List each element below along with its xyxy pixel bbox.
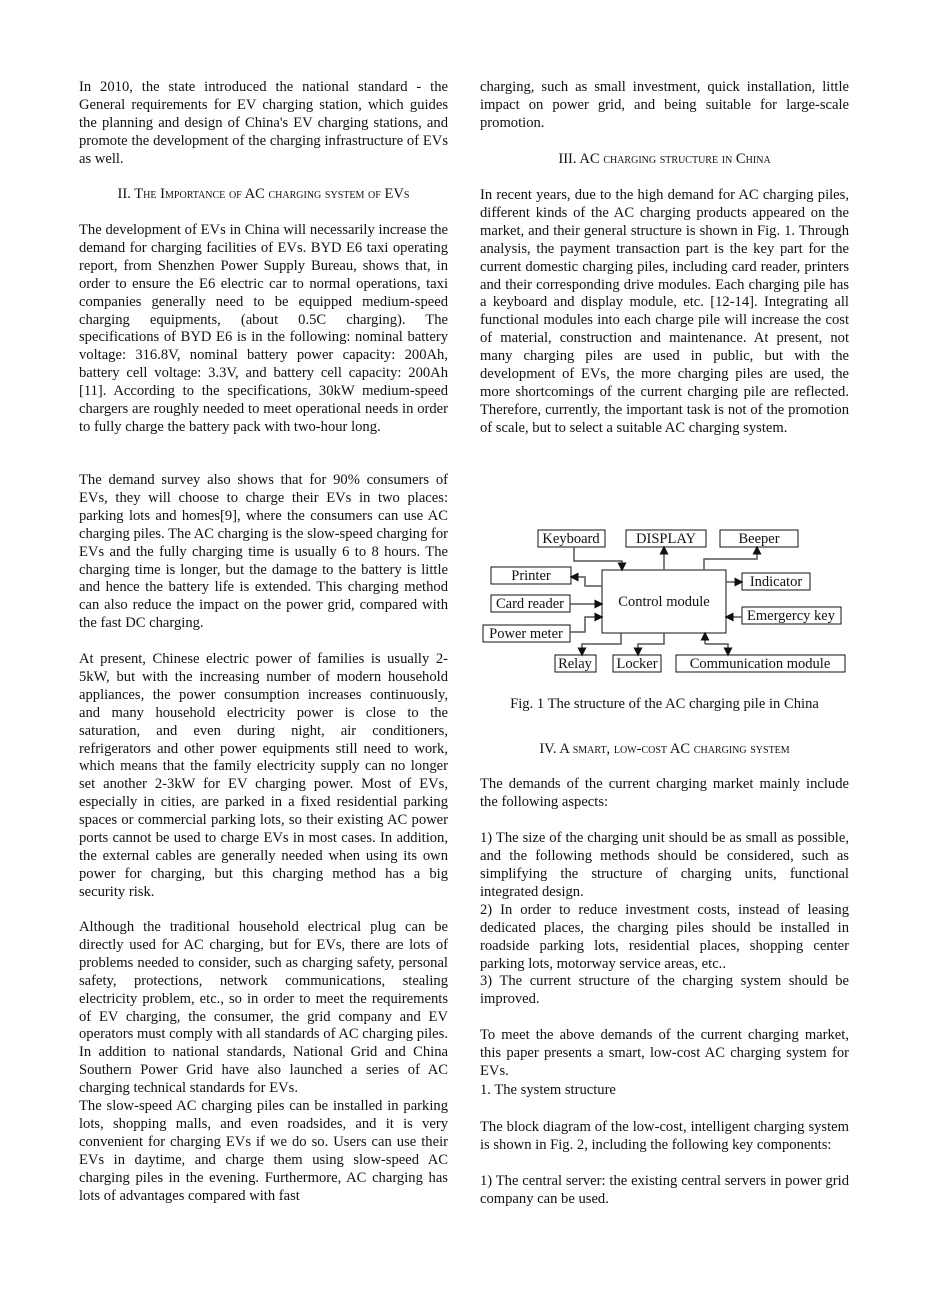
paragraph: charging, such as small investment, quick installation, little impact on power grid, and being suitable for large-scale promotion. [480,79,849,131]
figure-caption: Fig. 1 The structure of the AC charging pile in China [510,696,819,712]
paragraph: The slow-speed AC charging piles can be installed in parking lots, shopping malls, and even roadsides, and it is very convenient for charging EVs if we do so. Users can use their EVs in daytime, and charge them using slow-speed AC charging piles in the evening. Furthermore, AC charging has lots of advantages compared with fast [79,1098,448,1204]
paragraph: The demands of the current charging market mainly include the following aspects: [480,776,849,810]
power-meter-box: Power meter [489,626,563,642]
paragraph: 1) The central server: the existing central servers in power grid company can be used. [480,1173,849,1207]
section-heading: IV. A smart, low-cost AC charging system [539,741,790,757]
paragraph: Although the traditional household electrical plug can be directly used for AC charging, but for EVs, there are lots of problems needed to consider, such as charging safety, personal safety, protections, network communications, stealing electricity problem, etc., so in order to meet the requirements of EV charging, the consumer, the grid company and EV operators must comply with all standards of AC charging piles. In addition to national standards, National Grid and China Southern Power Grid have also launched a series of AC charging technical standards for EVs. [79,919,448,1097]
subsection-heading: 1. The system structure [480,1082,616,1098]
beeper-box: Beeper [738,531,780,547]
list-item: 3) The current structure of the charging system should be improved. [480,973,849,1007]
keyboard-box: Keyboard [542,531,600,547]
list-item: 2) In order to reduce investment costs, instead of leasing dedicated places, the charging piles should be installed in roadside parking lots, residential places, shopping center parking lots, motorway service areas, etc.. [480,902,849,972]
paragraph: The demand survey also shows that for 90% consumers of EVs, they will choose to charge their EVs in two places: parking lots and homes[9], where the consumers can use AC charging piles. The AC charging is the slow-speed charging for EVs and the fully charging time is usually 6 to 8 hours. The charging time is longer, but the damage to the battery is little and hence the battery life is extended. This charging method can also reduce the impact on the power grid, compared with the fast DC charging. [79,472,448,632]
paragraph: The block diagram of the low-cost, intelligent charging system is shown in Fig. 2, including the following key components: [480,1119,849,1153]
paragraph: To meet the above demands of the current charging market, this paper presents a smart, low-cost AC charging system for EVs. [480,1027,849,1079]
control-module-box: Control module [618,594,710,610]
section-heading: III. AC charging structure in China [558,151,771,167]
locker-box: Locker [616,656,658,672]
paragraph: In 2010, the state introduced the national standard - the General requirements for EV charging station, which guides the planning and design of China's EV charging stations, and promote the development of the charging infrastructure of EVs as well. [79,79,448,167]
list-item: 1) The size of the charging unit should be as small as possible, and the following methods should be considered, such as simplifying the structure of charging units, functional integrated design. [480,830,849,900]
relay-box: Relay [558,656,592,672]
communication-module-box: Communication module [689,656,831,672]
section-heading: II. The Importance of AC charging system of EVs [117,186,410,202]
printer-box: Printer [511,568,551,584]
paragraph: The development of EVs in China will necessarily increase the demand for charging facilities of EVs. BYD E6 taxi operating report, from Shenzhen Power Supply Bureau, shows that, in order to ensure the E6 electric car to normal operations, taxi companies generally need to be equipped medium-speed charging equipments, (about 0.5C charging). The specifications of BYD E6 is in the following: nominal battery voltage: 316.8V, nominal battery power capacity: 200Ah, battery cell voltage: 3.3V, and battery cell capacity: 200Ah [11]. According to the specifications, 30kW medium-speed chargers are roughly needed to meet operational needs in order to fully charge the battery pack with two-hour long. [79,222,448,435]
indicator-box: Indicator [749,574,803,590]
figure-1-diagram [478,520,858,680]
emergency-key-box: Emergercy key [747,608,835,624]
paragraph: In recent years, due to the high demand for AC charging piles, different kinds of the AC charging products appeared on the market, and their general structure is shown in Fig. 1. Through analysis, the payment transaction part is the key part for the current domestic charging piles, including card reader, printers and their corresponding drive modules. Each charging pile has a keyboard and display module, etc. [12-14]. Integrating all functional modules into each charge pile will increase the cost of material, construction and maintenance. At present, not many charging piles are used in public, but with the development of EVs, the more charging piles are used, the more shortcomings of the current charging pile are reflected. Therefore, currently, the important task is not of the promotion of scale, but to select a suitable AC charging system. [480,187,849,436]
paragraph: At present, Chinese electric power of families is usually 2-5kW, but with the increasing number of modern household appliances, the power consumption increases continuously, and many household electricity power is close to the saturation, and even during night, air conditioners, refrigerators and other power equipments still need to work, which means that the family electricity supply can no longer set another 2-3kW for EV charging power. Most of EVs, especially in cities, are parked in a fixed residential parking spaces or commercial parking lots, so their existing AC power ports cannot be used to charge EVs in most cases. In addition, the external cables are generally needed when using its own power for charging, but this charging method has a big security risk. [79,651,448,900]
display-box: DISPLAY [636,531,696,547]
card-reader-box: Card reader [495,596,565,612]
